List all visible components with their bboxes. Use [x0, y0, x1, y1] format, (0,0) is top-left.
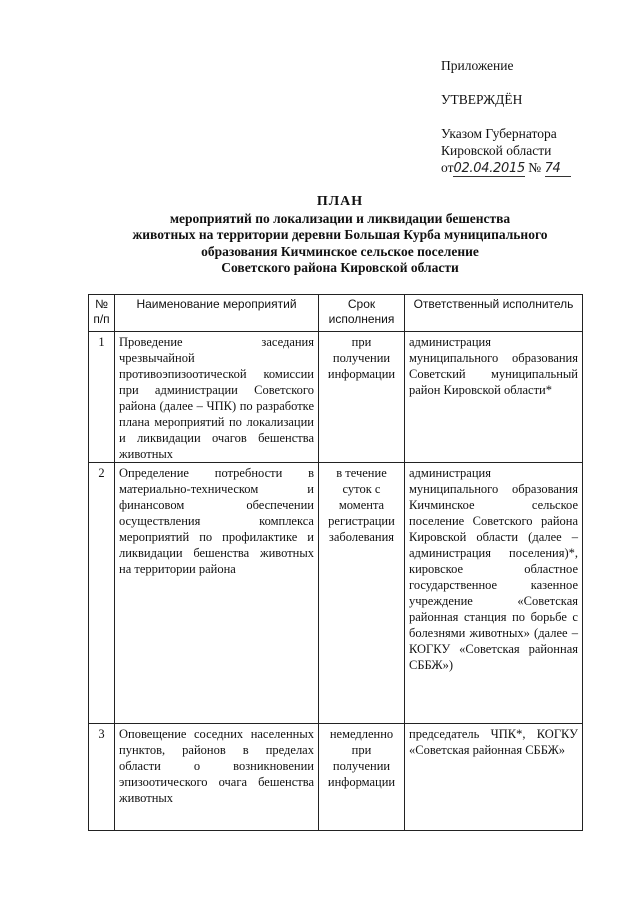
row-number: 3	[89, 724, 115, 831]
table-row	[89, 332, 583, 463]
plan-title: ПЛАН	[316, 194, 364, 209]
plan-heading	[80, 194, 600, 277]
decree-line-2: Кировской области	[441, 143, 552, 158]
plan-subtitle-line-1: мероприятий по локализации и ликвидации бешенства	[169, 210, 511, 226]
header-term: Срок исполнения	[319, 295, 405, 332]
decree-number: 74	[545, 161, 571, 177]
header-responsible: Ответственный исполнитель	[405, 295, 583, 332]
approved-label: УТВЕРЖДЁН	[441, 92, 523, 107]
table-header-row	[89, 295, 583, 332]
row-responsible: администрация муниципального образования Советский муниципальный район Кировской области*	[405, 332, 583, 463]
decree-line-1: Указом Губернатора	[441, 126, 557, 141]
header-number: № п/п	[89, 295, 115, 332]
row-activity: Оповещение соседних населенных пунктов, районов в пределах области о возникновении эпизоотического очага бешенства животных	[115, 724, 319, 831]
row-number: 2	[89, 463, 115, 724]
row-term: в течение суток с момента регистрации заболевания	[319, 463, 405, 724]
plan-subtitle-line-4: Советского района Кировской области	[221, 260, 459, 275]
table-row	[89, 724, 583, 831]
row-activity: Проведение заседания чрезвычайной противоэпизоотической комиссии при администрации Советского района (далее – ЧПК) по разработке плана мероприятий по локализации и ликвидации очагов бешенства животных	[115, 332, 319, 463]
row-responsible: администрация муниципального образования Кичминское сельское поселение Советского района Кировской области (далее – администрация поселения)*, кировское областное государственное казенное учреждение «Советская районная станция по борьбе с болезнями животных» (далее – КОГКУ «Советская районная СББЖ»)	[405, 463, 583, 724]
number-prefix: №	[528, 160, 542, 175]
approval-block	[441, 57, 631, 177]
header-activity: Наименование мероприятий	[115, 295, 319, 332]
decree-date-line	[441, 159, 631, 177]
row-responsible: председатель ЧПК*, КОГКУ «Советская районная СББЖ»	[405, 724, 583, 831]
row-term: немедленно при получении информации	[319, 724, 405, 831]
row-activity: Определение потребности в материально-техническом и финансовом обеспечении осуществления комплекса мероприятий по профилактике и ликвидации бешенства животных на территории района	[115, 463, 319, 724]
date-prefix: от	[441, 160, 454, 175]
plan-table	[88, 294, 583, 831]
table-row	[89, 463, 583, 724]
decree-date: 02.04.2015	[453, 161, 525, 176]
plan-subtitle-line-2: животных на территории деревни Большая Курба муниципального	[132, 227, 548, 242]
row-number: 1	[89, 332, 115, 463]
plan-subtitle-line-3: образования Кичминское сельское поселение	[201, 243, 479, 259]
row-term: при получении информации	[319, 332, 405, 463]
appendix-label: Приложение	[441, 58, 514, 73]
